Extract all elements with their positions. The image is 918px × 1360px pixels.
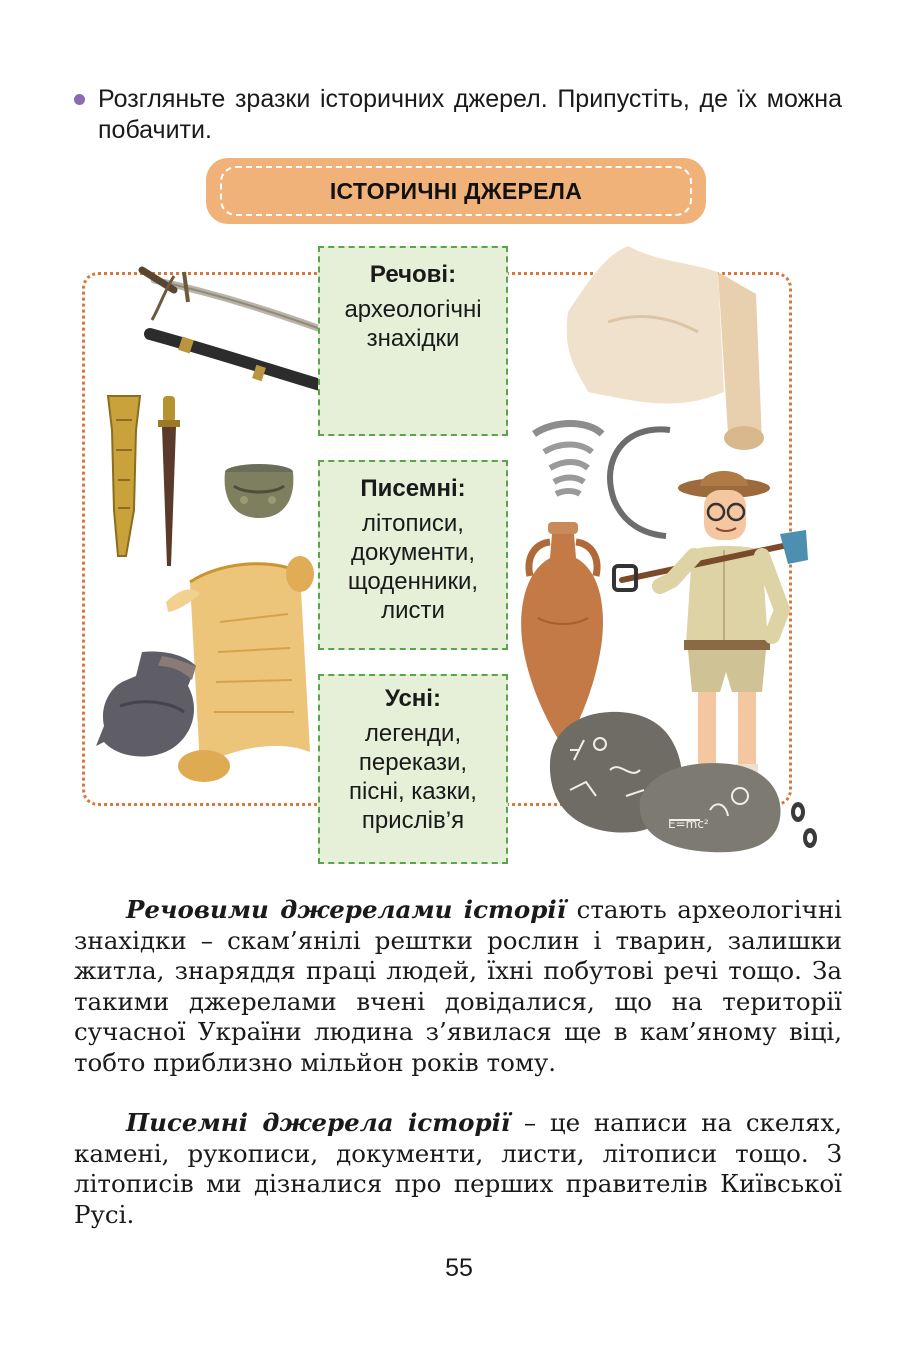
footprints-icon [786, 800, 822, 852]
task-text: Розгляньте зразки історичних джерел. Припустіть, де їх можна побачити. [98, 85, 842, 144]
task-instruction [74, 84, 842, 146]
category-line: документи, [350, 539, 476, 566]
category-heading: Речові: [369, 261, 457, 288]
category-line: літописи, [362, 510, 464, 537]
bronze-vessel-icon [214, 460, 304, 522]
bullet-icon [74, 94, 85, 105]
category-line: легенди, [364, 720, 462, 747]
page-number: 55 [445, 1254, 473, 1282]
paragraph-term: Писемні джерела історії [126, 1108, 511, 1137]
category-heading: Писемні: [360, 475, 466, 502]
paragraph-term: Речовими джерелами історії [126, 895, 567, 924]
category-line: пісні, казки, [349, 778, 477, 805]
category-line: перекази, [358, 749, 468, 776]
svg-text:E=mc²: E=mc² [668, 817, 709, 831]
dagger-icon [154, 394, 184, 570]
paragraph-written-sources [74, 1108, 842, 1230]
category-heading: Усні: [385, 685, 441, 712]
section-banner [206, 158, 706, 224]
paragraph-text: – це написи на скелях, камені, рукописи, документи, листи, літописи тощо. З літописів ми дізналися про перших правителів Київської Русі. [74, 1108, 842, 1229]
category-line: знахідки [366, 325, 460, 352]
petroglyph-stones-icon [540, 700, 790, 860]
banner-title: ІСТОРИЧНІ ДЖЕРЕЛА [329, 177, 583, 204]
paragraph-material-sources [74, 895, 842, 1078]
category-box-material [318, 246, 508, 436]
category-box-written [318, 460, 508, 650]
sheath-icon [100, 390, 150, 560]
category-line: прислів’я [361, 807, 465, 834]
category-line: щоденники, [347, 568, 479, 595]
category-line: археологічні [344, 296, 482, 323]
category-line: листи [381, 597, 445, 624]
category-box-oral [318, 674, 508, 864]
paragraph-text: стають археологічні знахідки – скам’янілі рештки рослин і тварин, залишки житла, знаряддя праці людей, їхні побутові речі тощо. За такими джерелами вчені довідалися, що на території сучасної України людина з’явилася ще в кам’яному віці, тобто приблизно мільйон років тому. [74, 895, 842, 1077]
broken-pot-icon [92, 646, 212, 766]
